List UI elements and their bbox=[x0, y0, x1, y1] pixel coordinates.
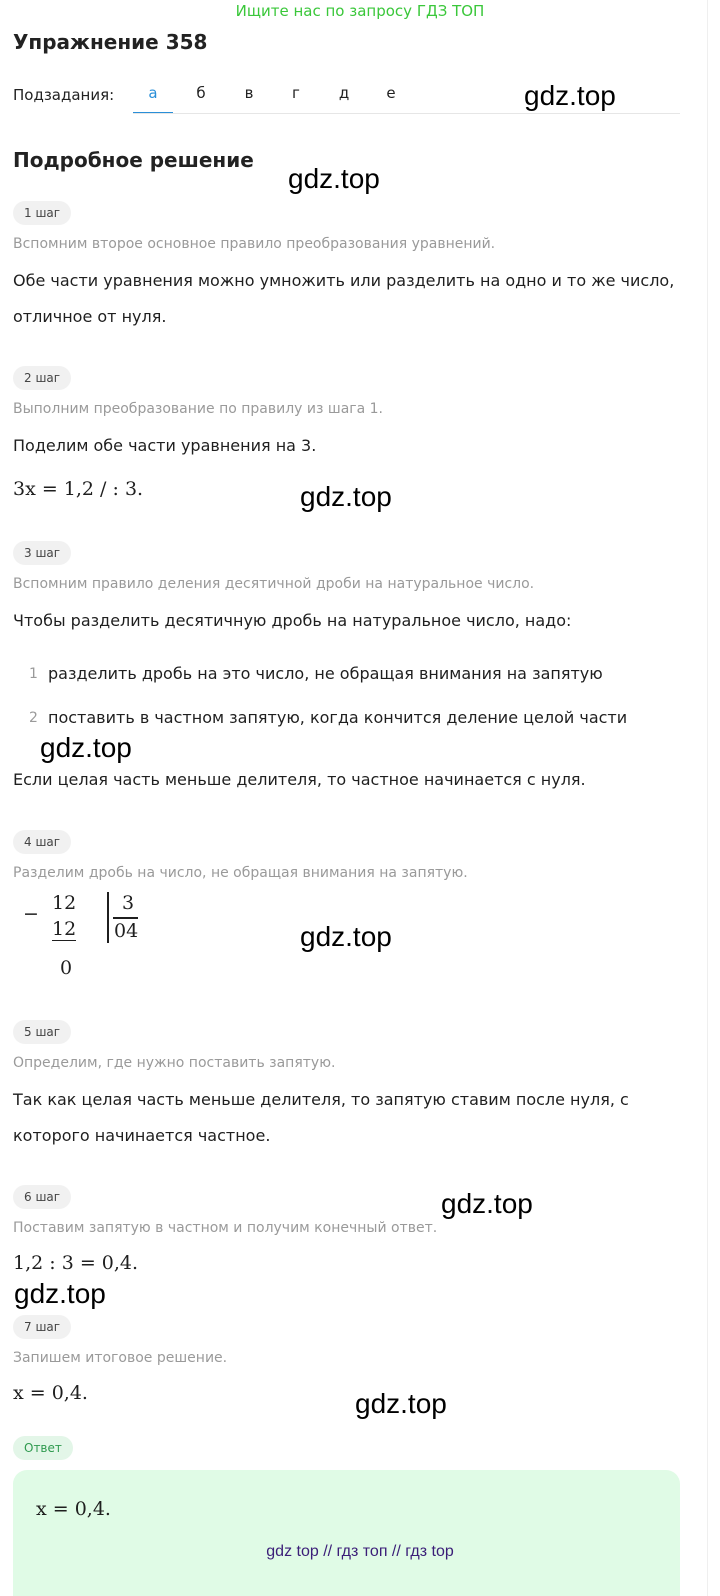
answer-badge: Ответ bbox=[13, 1436, 73, 1460]
step-hint: Запишем итоговое решение. bbox=[13, 1350, 228, 1366]
step-hint: Определим, где нужно поставить запятую. bbox=[13, 1055, 336, 1071]
step-text: Поделим обе части уравнения на 3. bbox=[13, 436, 317, 455]
step-badge: 2 шаг bbox=[13, 366, 71, 390]
step-badge: 5 шаг bbox=[13, 1020, 71, 1044]
step-badge: 7 шаг bbox=[13, 1315, 71, 1339]
step-math: 1,2 : 3 = 0,4. bbox=[13, 1252, 139, 1274]
solution-heading: Подробное решение bbox=[13, 148, 254, 172]
step-badge: 3 шаг bbox=[13, 541, 71, 565]
answer-math: x = 0,4. bbox=[36, 1498, 111, 1520]
list-number: 1 bbox=[29, 666, 38, 682]
tab-d[interactable]: д bbox=[338, 84, 350, 102]
top-banner[interactable]: Ищите нас по запросу ГДЗ ТОП bbox=[235, 2, 485, 20]
quotient-line bbox=[113, 917, 138, 919]
subtasks-label: Подзадания: bbox=[13, 86, 115, 104]
step-text: Так как целая часть меньше делителя, то запятую ставим после нуля, с bbox=[13, 1090, 629, 1109]
tab-g[interactable]: г bbox=[292, 84, 300, 102]
step-math: 3x = 1,2 / : 3. bbox=[13, 478, 144, 500]
minus-sign: − bbox=[23, 903, 39, 925]
step-hint: Поставим запятую в частном и получим конечный ответ. bbox=[13, 1220, 438, 1236]
tabs-divider bbox=[133, 113, 680, 114]
divisor: 3 bbox=[121, 892, 135, 914]
footer-links[interactable]: gdz top // гдз топ // гдз top bbox=[266, 1543, 454, 1560]
long-division bbox=[20, 890, 150, 985]
step-badge: 4 шаг bbox=[13, 830, 71, 854]
step-badge: 1 шаг bbox=[13, 201, 71, 225]
subtrahend: 12 bbox=[52, 918, 77, 940]
watermark: gdz.top bbox=[441, 1188, 533, 1219]
watermark: gdz.top bbox=[524, 80, 616, 111]
tab-b[interactable]: б bbox=[196, 84, 206, 102]
watermark: gdz.top bbox=[300, 921, 392, 952]
watermark: gdz.top bbox=[300, 481, 392, 512]
step-text: Обе части уравнения можно умножить или разделить на одно и то же число, bbox=[13, 271, 675, 290]
list-number: 2 bbox=[29, 710, 38, 726]
watermark: gdz.top bbox=[14, 1278, 106, 1309]
step-math: x = 0,4. bbox=[13, 1382, 88, 1404]
tab-a[interactable]: а bbox=[148, 84, 158, 102]
step-hint: Вспомним второе основное правило преобразования уравнений. bbox=[13, 236, 496, 252]
remainder: 0 bbox=[60, 957, 73, 979]
watermark: gdz.top bbox=[355, 1388, 447, 1419]
division-bar bbox=[107, 892, 109, 943]
step-hint: Разделим дробь на число, не обращая внимания на запятую. bbox=[13, 865, 468, 881]
tab-v[interactable]: в bbox=[244, 84, 254, 102]
watermark: gdz.top bbox=[288, 163, 380, 194]
scroll-edge bbox=[707, 0, 708, 1596]
quotient: 04 bbox=[114, 920, 139, 942]
step-hint: Вспомним правило деления десятичной дроби на натуральное число. bbox=[13, 576, 535, 592]
answer-box bbox=[13, 1470, 680, 1596]
dividend: 12 bbox=[52, 892, 77, 914]
step-hint: Выполним преобразование по правилу из шага 1. bbox=[13, 401, 384, 417]
page-title: Упражнение 358 bbox=[13, 30, 208, 54]
step-text: Чтобы разделить десятичную дробь на натуральное число, надо: bbox=[13, 611, 572, 630]
list-item: разделить дробь на это число, не обращая внимания на запятую bbox=[48, 664, 603, 683]
step-badge: 6 шаг bbox=[13, 1185, 71, 1209]
tab-e[interactable]: е bbox=[386, 84, 396, 102]
watermark: gdz.top bbox=[40, 732, 132, 763]
step-text: которого начинается частное. bbox=[13, 1126, 271, 1145]
step-text: отличное от нуля. bbox=[13, 307, 167, 326]
step-text: Если целая часть меньше делителя, то частное начинается с нуля. bbox=[13, 770, 586, 789]
list-item: поставить в частном запятую, когда кончится деление целой части bbox=[48, 708, 628, 727]
